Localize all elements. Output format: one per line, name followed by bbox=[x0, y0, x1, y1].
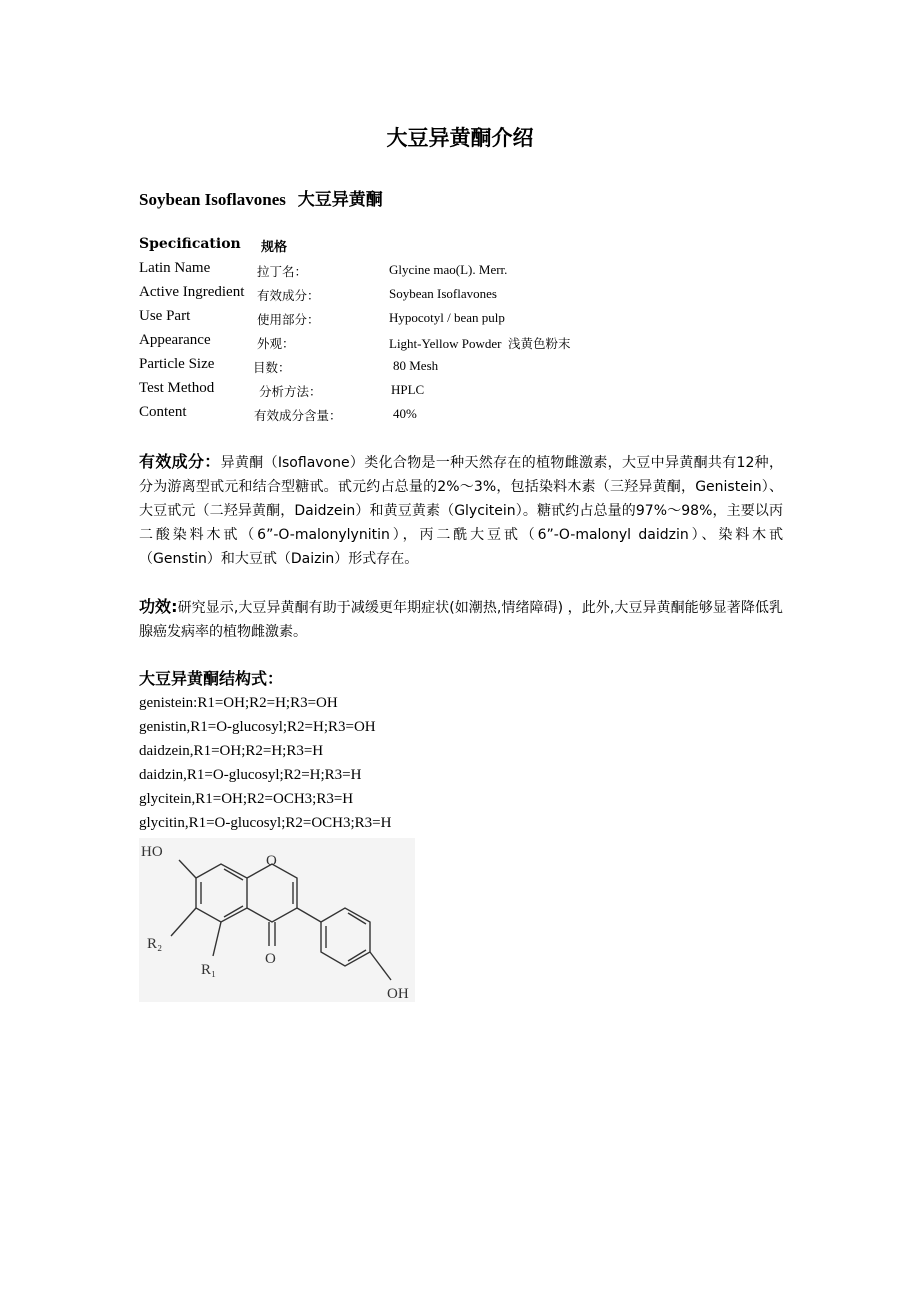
oh-bond bbox=[370, 952, 391, 980]
formula-item: glycitin,R1=O-glucosyl;R2=OCH3;R3=H bbox=[139, 815, 392, 831]
spec-label-zh: 外观： bbox=[257, 336, 295, 351]
spec-label-zh: 分析方法： bbox=[259, 384, 322, 399]
spec-value: Soybean Isoflavones bbox=[389, 286, 497, 301]
spec-label-zh: 有效成分： bbox=[257, 288, 320, 303]
formula-item: genistin,R1=O-glucosyl;R2=H;R3=OH bbox=[139, 719, 376, 735]
spec-label-en: Use Part bbox=[139, 308, 191, 324]
r1-bond bbox=[213, 922, 221, 956]
formula-item: genistein:R1=OH;R2=H;R3=OH bbox=[139, 695, 338, 711]
label-r1: R₁ bbox=[201, 962, 217, 978]
spec-row-particle-size bbox=[139, 356, 799, 378]
spec-label-zh: 目数： bbox=[253, 360, 291, 375]
spec-value: Glycine mao(L). Merr. bbox=[389, 262, 508, 277]
formula-item: glycitein,R1=OH;R2=OCH3;R3=H bbox=[139, 791, 354, 807]
spec-label-en: Content bbox=[139, 404, 187, 420]
ho-bond bbox=[179, 860, 196, 878]
formula-item: daidzin,R1=O-glucosyl;R2=H;R3=H bbox=[139, 767, 362, 783]
spec-label-en: Appearance bbox=[139, 332, 211, 348]
effective-ingredient-paragraph bbox=[139, 450, 783, 571]
formula-list bbox=[139, 691, 391, 835]
spec-value-zh: 浅黄色粉末 bbox=[507, 336, 571, 351]
spec-value: 40% bbox=[393, 406, 417, 421]
spec-label-zh: 使用部分： bbox=[257, 312, 320, 327]
label-oh: OH bbox=[387, 986, 409, 1002]
spec-value-en: Light-Yellow Powder bbox=[389, 336, 502, 351]
structure-heading: 大豆异黄酮结构式： bbox=[139, 669, 284, 688]
spec-row-content bbox=[139, 404, 799, 426]
r2-bond bbox=[171, 908, 196, 936]
function-text: 研究显示,大豆异黄酮有助于减缓更年期症状(如潮热,情绪障碍) ，此外,大豆异黄酮能够显著降低乳腺癌发病率的植物雌激素。 bbox=[139, 600, 783, 640]
subtitle-zh: 大豆异黄酮 bbox=[297, 190, 383, 210]
effective-lead: 有效成分： bbox=[139, 452, 221, 471]
spec-value: HPLC bbox=[391, 382, 425, 397]
spec-row-use-part bbox=[139, 308, 799, 330]
formula-item: daidzein,R1=OH;R2=H;R3=H bbox=[139, 743, 324, 759]
subtitle bbox=[139, 185, 383, 210]
ring-b bbox=[321, 908, 370, 966]
spec-row-latin-name bbox=[139, 260, 799, 282]
spec-header bbox=[139, 236, 288, 255]
function-paragraph bbox=[139, 595, 783, 644]
spec-row-appearance bbox=[139, 332, 799, 354]
label-ring-oxygen: O bbox=[266, 853, 277, 869]
subtitle-en: Soybean Isoflavones bbox=[139, 190, 286, 209]
spec-value: 80 Mesh bbox=[393, 358, 439, 373]
spec-row-test-method bbox=[139, 380, 799, 402]
spec-label-en: Latin Name bbox=[139, 260, 211, 276]
page-title: 大豆异黄酮介绍 bbox=[386, 126, 534, 150]
spec-label-en: Test Method bbox=[139, 380, 215, 396]
label-r2: R₂ bbox=[147, 936, 163, 952]
ring-a bbox=[196, 864, 247, 922]
link-bond bbox=[297, 908, 321, 922]
effective-text: 异黄酮（Isoflavone）类化合物是一种天然存在的植物雌激素，大豆中异黄酮共有12种，分为游离型甙元和结合型糖甙。甙元约占总量的2%～3%，包括染料木素（三羟异黄酮，Genistein）、大豆甙元（二羟异黄酮，Daidzein）和黄豆黄素（Glycitein）。糖甙约占总量的97%～98%，主要以丙二酸染料木甙（6”-O-malonylynitin），丙二酰大豆甙（6”-O-malonyl daidzin）、染料木甙（Genstin）和大豆甙（Daizin）形式存在。 bbox=[139, 455, 783, 567]
spec-value: Hypocotyl / bean pulp bbox=[389, 310, 505, 325]
spec-header-zh: 规格 bbox=[261, 240, 288, 255]
ring-c bbox=[247, 864, 297, 922]
structure-svg bbox=[139, 838, 415, 1002]
spec-value bbox=[389, 334, 570, 352]
spec-label-en: Active Ingredient bbox=[139, 284, 245, 300]
spec-label-zh: 有效成分含量： bbox=[254, 408, 342, 423]
spec-label-en: Particle Size bbox=[139, 356, 215, 372]
label-keto-oxygen: O bbox=[265, 951, 276, 967]
function-lead: 功效: bbox=[139, 597, 178, 616]
spec-label-zh: 拉丁名： bbox=[257, 264, 308, 279]
label-ho: HO bbox=[141, 844, 163, 860]
isoflavone-structure-diagram bbox=[139, 838, 415, 1002]
spec-header-en: Specification bbox=[139, 236, 241, 252]
spec-row-active-ingredient bbox=[139, 284, 799, 306]
